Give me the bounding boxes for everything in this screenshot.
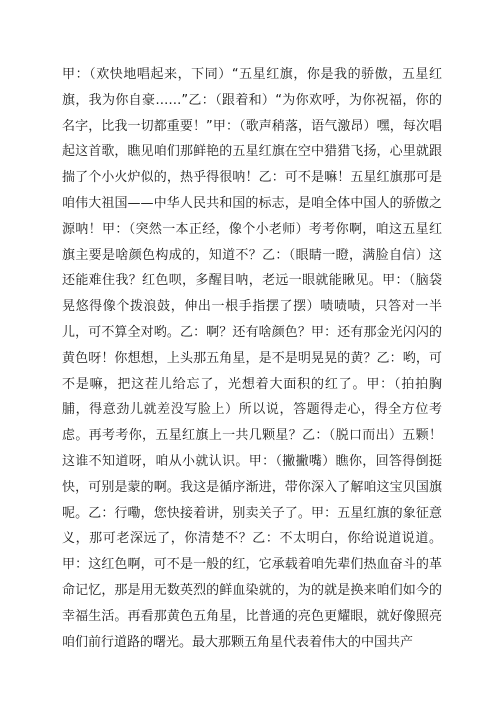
dialogue-text: 甲：（欢快地唱起来，下同）“五星红旗，你是我的骄傲，五星红旗，我为你自豪……”乙：（跟着和）“为你欢呼，为你祝福，你的名字，比我一切都重要！”甲：（歌声稍落，语气激昂）嘿，每次唱起这首歌，瞧见咱们那鲜艳的五星红旗在空中猎猎飞扬，心里就跟揣了个小火炉似的，热乎得很呐！乙：可不是嘛！五星红旗那可是咱伟大祖国——中华人民共和国的标志，是咱全体中国人的骄傲之源呐！甲：（突然一本正经，像个小老师）考考你啊，咱这五星红旗主要是啥颜色构成的，知道不？乙：（眼睛一瞪，满脸自信）这还能难住我？红色呗，多醒目呐，老远一眼就能瞅见。甲：（脑袋晃悠得像个拨浪鼓，伸出一根手指摆了摆）啧啧啧，只答对一半儿，可不算全对哟。乙：啊？还有啥颜色？甲：还有那金光闪闪的黄色呀！你想想，上头那五角星，是不是明晃晃的黄？乙：哟，可不是嘛，把这茬儿给忘了，光想着大面积的红了。甲：（拍拍胸脯，得意劲儿就差没写脸上）所以说，答题得走心，得全方位考虑。再考考你，五星红旗上一共几颗星？乙：（脱口而出）五颗！这谁不知道呀，咱从小就认识。甲：（撇撇嘴）瞧你，回答得倒挺快，可别是蒙的啊。我这是循序渐进，带你深入了解咱这宝贝国旗呢。乙：行嘞，您快接着讲，别卖关子了。甲：五星红旗的象征意义，那可老深远了，你清楚不？乙：不太明白，你给说道说道。甲：这红色啊，可不是一般的红，它承载着咱先辈们热血奋斗的革命记忆，那是用无数英烈的鲜血染就的，为的就是换来咱们如今的幸福生活。再看那黄色五角星，比普通的亮色更耀眼，就好像照亮咱们前行道路的曙光。最大那颗五角星代表着伟大的中国共产 bbox=[62, 67, 442, 650]
